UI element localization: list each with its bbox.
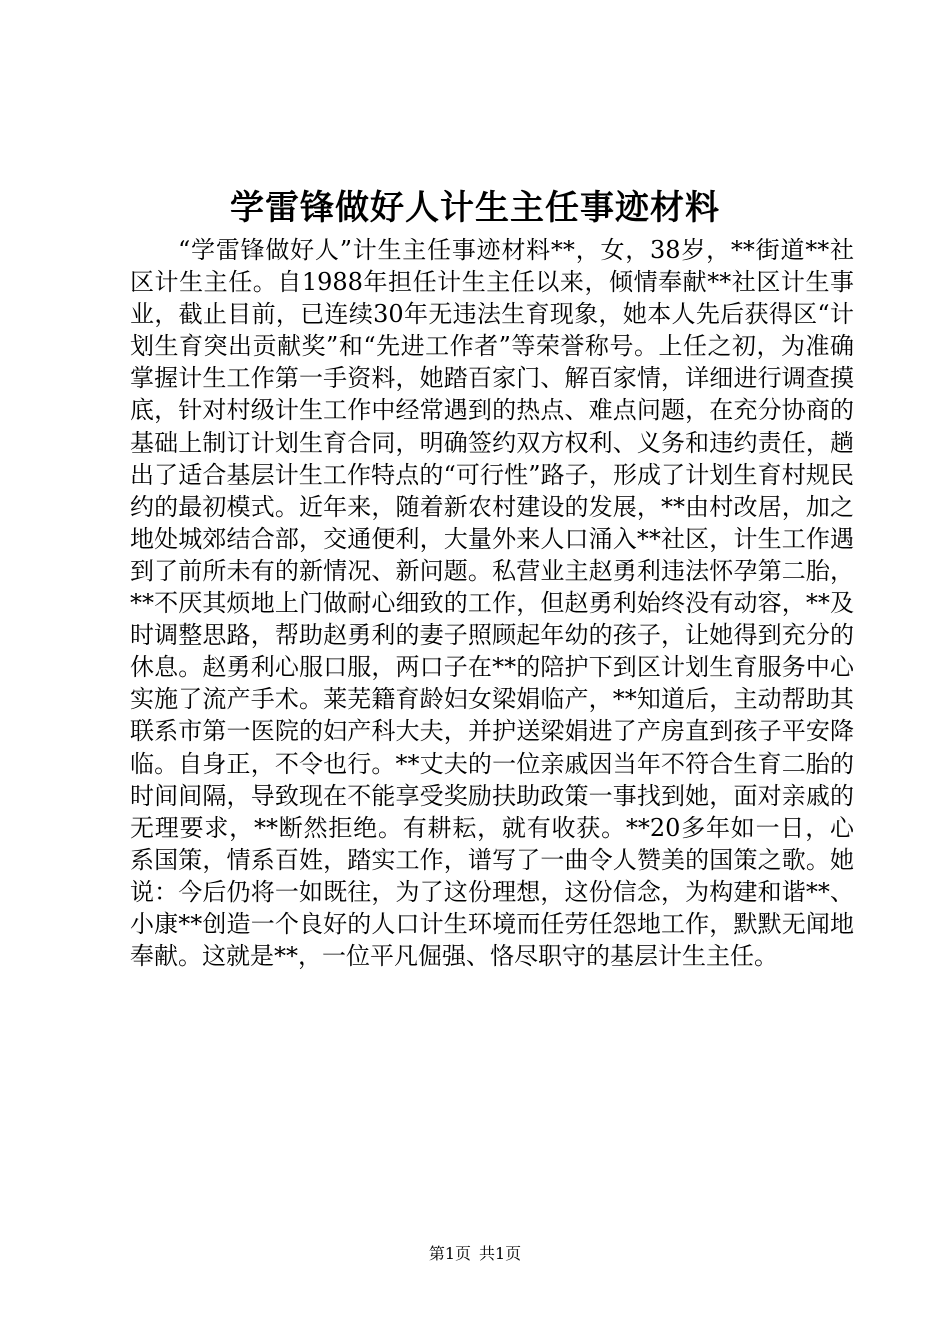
page-total: 共1页 — [479, 1244, 522, 1263]
document-title: 学雷锋做好人计生主任事迹材料 — [230, 188, 720, 228]
document-body-paragraph: “学雷锋做好人”计生主任事迹材料**，女，38岁，**街道**社区计生主任。自1988年担任计生主任以来，倾情奉献**社区计生事业，截止目前，已连续30年无违法生育现象，她本人先后获得区“计划生育突出贡献奖”和“先进工作者”等荣誉称号。上任之初，为准确掌握计生工作第一手资料，她踏百家门、解百家情，详细进行调查摸底，针对村级计生工作中经常遇到的热点、难点问题，在充分协商的基础上制订计划生育合同，明确签约双方权利、义务和违约责任，趟出了适合基层计生工作特点的“可行性”路子，形成了计划生育村规民约的最初模式。近年来，随着新农村建设的发展，**由村改居，加之地处城郊结合部，交通便利，大量外来人口涌入**社区，计生工作遇到了前所未有的新情况、新问题。私营业主赵勇利违法怀孕第二胎，**不厌其烦地上门做耐心细致的工作，但赵勇利始终没有动容，**及时调整思路，帮助赵勇利的妻子照顾起年幼的孩子，让她得到充分的休息。赵勇利心服口服，两口子在**的陪护下到区计划生育服务中心实施了流产手术。莱芜籍育龄妇女梁娟临产，**知道后，主动帮助其联系市第一医院的妇产科大夫，并护送梁娟进了产房直到孩子平安降临。自身正，不令也行。**丈夫的一位亲戚因当年不符合生育二胎的时间间隔，导致现在不能享受奖励扶助政策一事找到她，面对亲戚的无理要求，**断然拒绝。有耕耘，就有收获。**20多年如一日，心系国策，情系百姓，踏实工作，谱写了一曲令人赞美的国策之歌。她说：今后仍将一如既往，为了这份理想，这份信念，为构建和谐**、小康**创造一个良好的人口计生环境而任劳任怨地工作，默默无闻地奉献。这就是**，一位平凡倔强、恪尽职守的基层计生主任。 — [130, 236, 854, 971]
page-footer — [0, 1242, 950, 1266]
page-number: 第1页 — [428, 1244, 471, 1263]
